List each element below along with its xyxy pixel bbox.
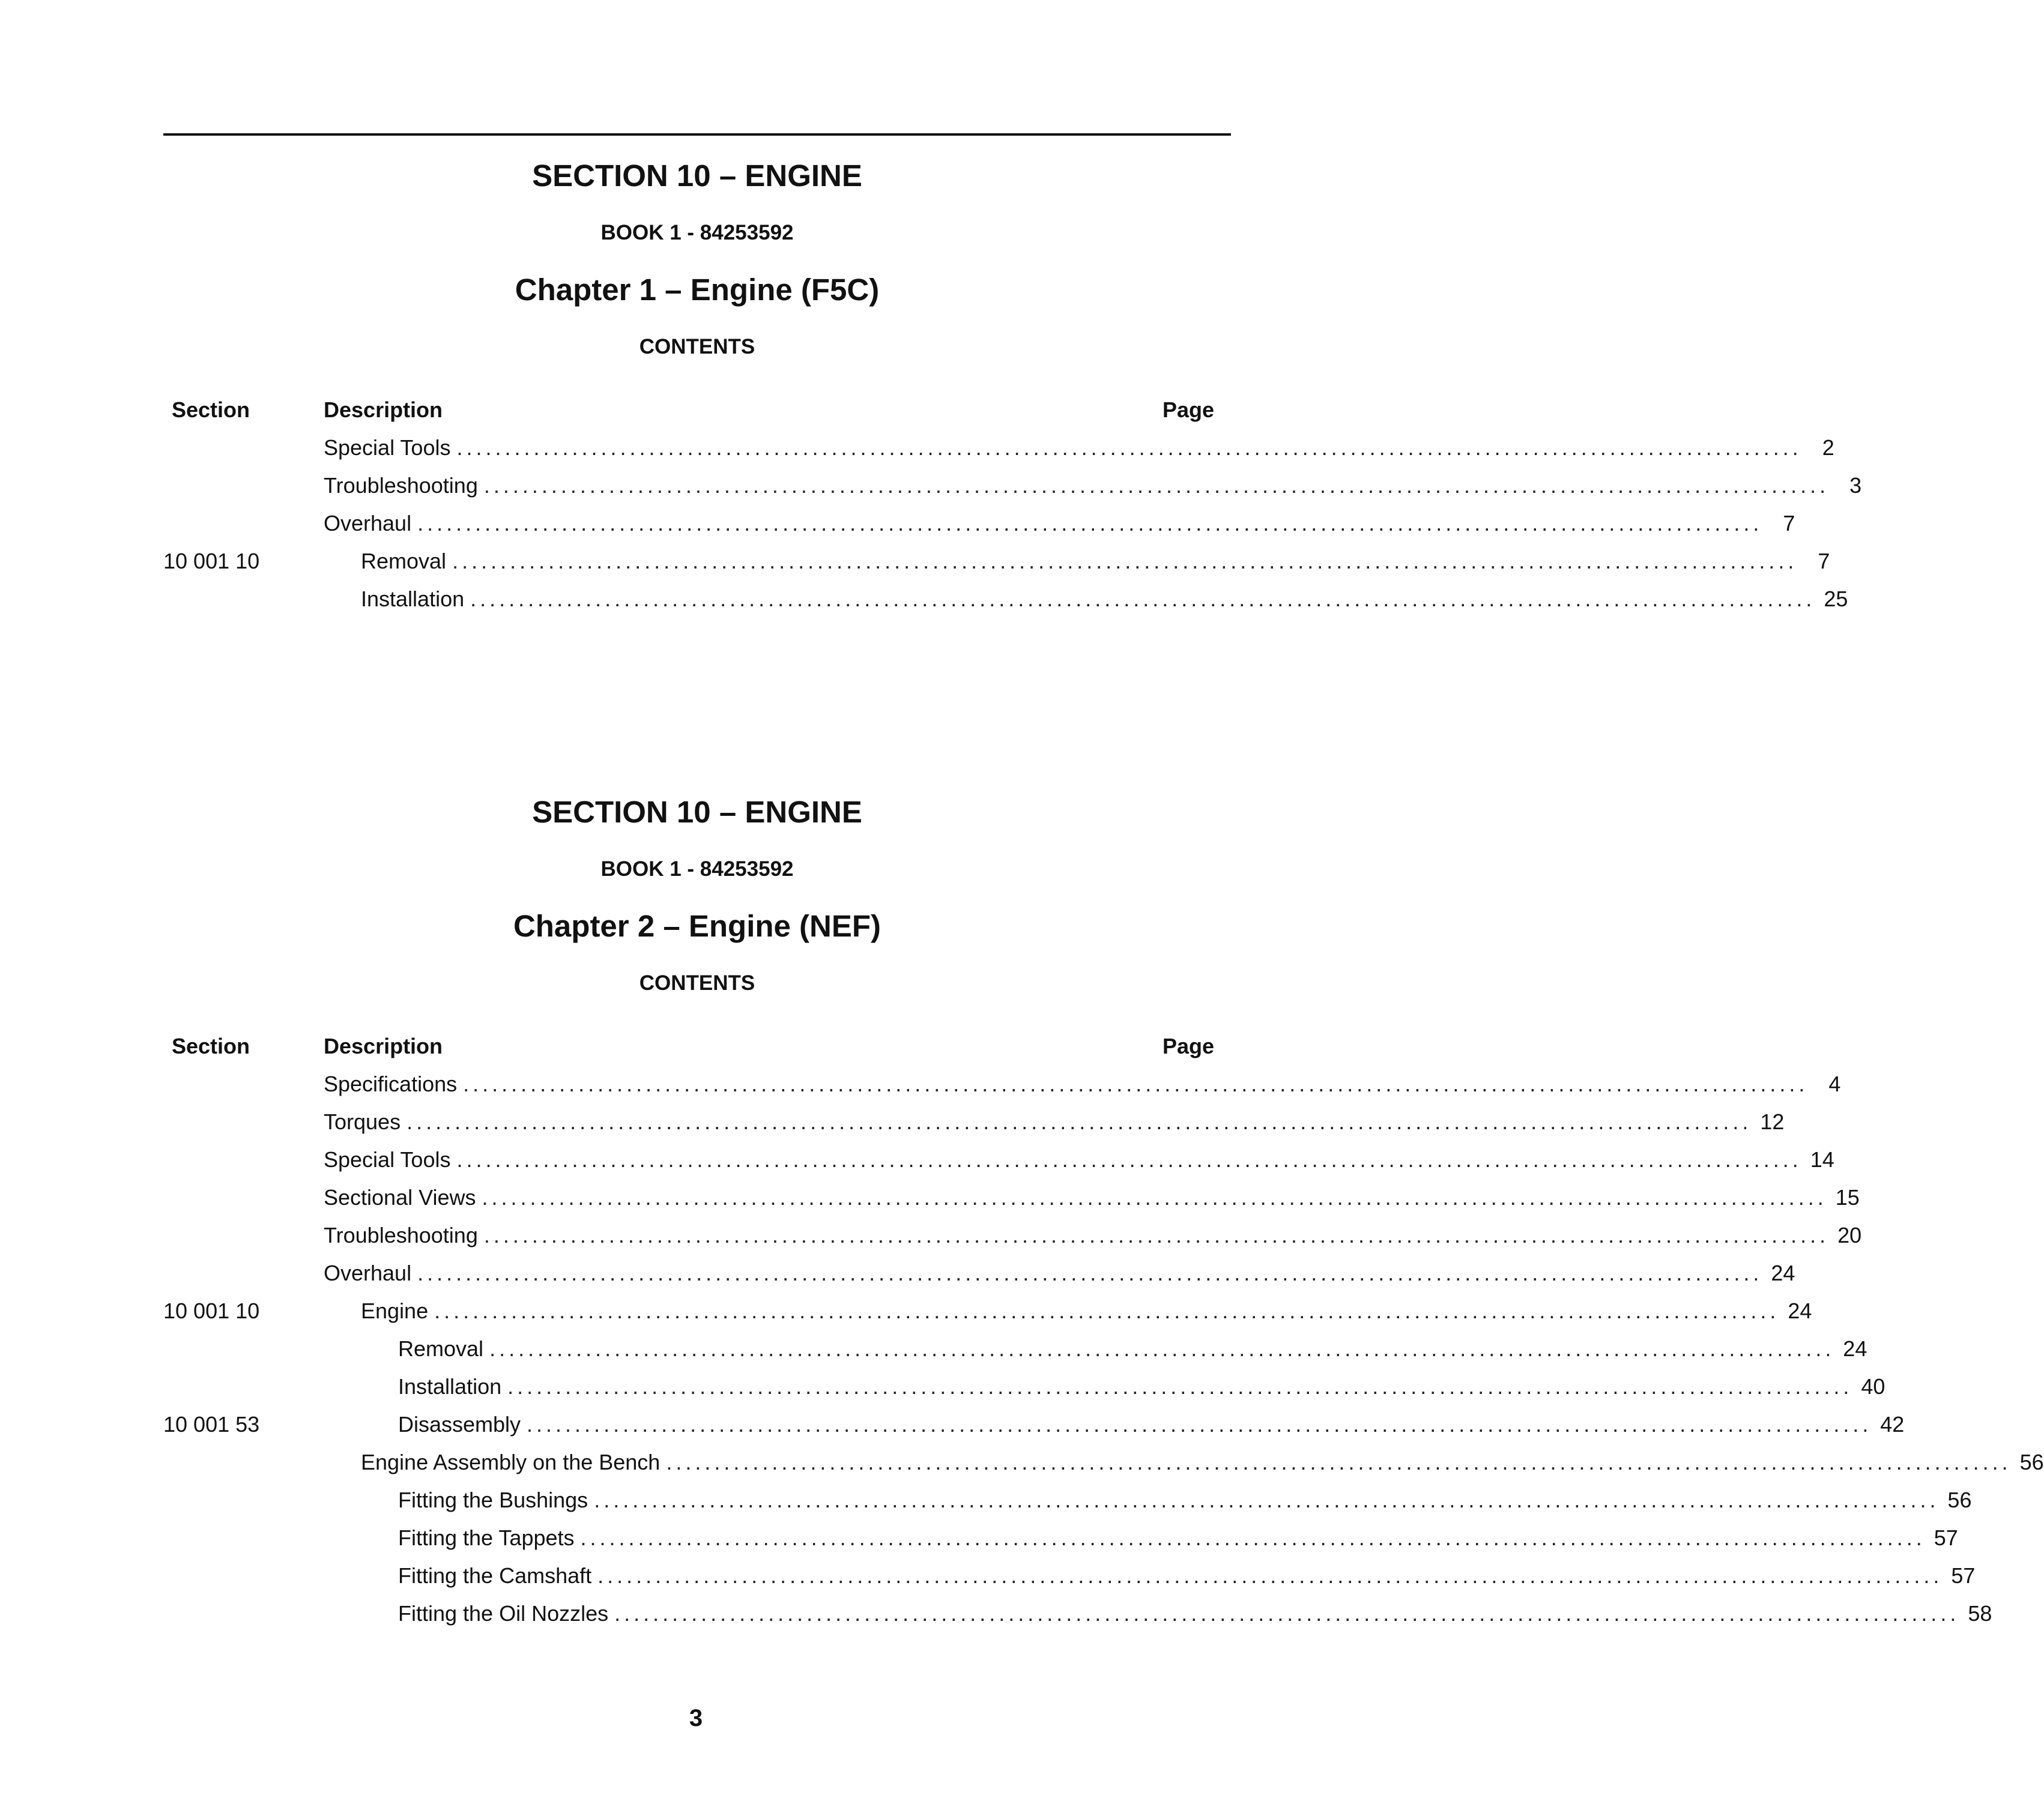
dot-leader: ............................................................................................................................................ xyxy=(456,1147,1802,1172)
dot-leader: ............................................................................................................................................ xyxy=(489,1336,1835,1361)
toc-row xyxy=(163,1178,1860,1216)
toc-row xyxy=(163,504,1795,542)
entry-page-number: 24 xyxy=(1771,1261,1795,1285)
toc-entry xyxy=(398,1405,1905,1443)
toc-row xyxy=(163,1519,1958,1557)
toc-entry xyxy=(398,1481,1972,1519)
dot-leader: ............................................................................................................................................ xyxy=(417,1261,1763,1285)
dot-leader: ............................................................................................................................................ xyxy=(407,1109,1752,1134)
toc-entry xyxy=(324,429,1834,466)
toc-header xyxy=(163,1027,1231,1065)
entry-page-number: 7 xyxy=(1783,511,1795,535)
entry-description: Special Tools xyxy=(324,435,451,460)
section-title: SECTION 10 – ENGINE xyxy=(532,795,862,829)
toc-row xyxy=(163,1216,1862,1254)
chapter-title: Chapter 2 – Engine (NEF) xyxy=(513,909,881,943)
toc-row xyxy=(163,1443,2044,1481)
book-number: BOOK 1 - 84253592 xyxy=(600,857,794,881)
section-title: SECTION 10 – ENGINE xyxy=(532,158,862,193)
chapter-title: Chapter 1 – Engine (F5C) xyxy=(515,273,880,307)
toc-row xyxy=(163,1405,1905,1443)
toc-rows xyxy=(163,1065,2044,1632)
toc-table xyxy=(163,1027,2044,1632)
book-number: BOOK 1 - 84253592 xyxy=(600,221,794,244)
contents-block-chapter-2 xyxy=(163,794,2044,1632)
entry-description: Special Tools xyxy=(324,1147,451,1172)
toc-entry xyxy=(324,1141,1834,1178)
toc-entry xyxy=(398,1330,1867,1368)
header-description: Description xyxy=(324,397,443,422)
section-code: 10 001 10 xyxy=(163,1299,260,1323)
entry-page-number: 15 xyxy=(1835,1185,1860,1210)
toc-row xyxy=(163,542,1830,580)
entry-page-number: 58 xyxy=(1968,1601,1992,1626)
contents-label: CONTENTS xyxy=(639,971,755,995)
toc-entry xyxy=(361,542,1830,580)
entry-description: Troubleshooting xyxy=(324,1223,478,1247)
entry-description: Engine xyxy=(361,1299,429,1323)
toc-row xyxy=(163,1368,1885,1405)
entry-page-number: 57 xyxy=(1934,1525,1958,1550)
header-section: Section xyxy=(172,397,250,422)
toc-entry xyxy=(324,466,1862,504)
dot-leader: ............................................................................................................................................ xyxy=(470,587,1816,611)
entry-description: Fitting the Bushings xyxy=(398,1488,588,1512)
entry-page-number: 24 xyxy=(1788,1299,1812,1323)
dot-leader: ............................................................................................................................................ xyxy=(483,473,1830,498)
toc-entry xyxy=(324,1178,1860,1216)
dot-leader: ............................................................................................................................................ xyxy=(482,1185,1827,1210)
toc-entry xyxy=(398,1519,1958,1557)
entry-page-number: 40 xyxy=(1861,1374,1885,1399)
dot-leader: ............................................................................................................................................ xyxy=(434,1299,1780,1323)
toc-entry xyxy=(361,1292,1812,1330)
dot-leader: ............................................................................................................................................ xyxy=(417,511,1763,535)
entry-page-number: 20 xyxy=(1837,1223,1862,1247)
toc-entry xyxy=(398,1594,1992,1632)
header-page: Page xyxy=(1162,1034,1214,1058)
entry-page-number: 57 xyxy=(1951,1563,1976,1588)
dot-leader: ............................................................................................................................................ xyxy=(463,1072,1809,1096)
dot-leader: ............................................................................................................................................ xyxy=(614,1601,1960,1626)
entry-page-number: 12 xyxy=(1760,1109,1785,1134)
toc-entry xyxy=(398,1368,1885,1405)
toc-entry xyxy=(324,1065,1841,1103)
toc-row xyxy=(163,1254,1795,1292)
entry-page-number: 56 xyxy=(2019,1450,2044,1474)
entry-description: Fitting the Tappets xyxy=(398,1525,575,1550)
toc-entry xyxy=(324,1216,1862,1254)
top-rule xyxy=(163,133,1231,136)
entry-description: Torques xyxy=(324,1109,401,1134)
toc-row xyxy=(163,429,1834,466)
toc-entry xyxy=(324,1254,1795,1292)
entry-description: Installation xyxy=(398,1374,502,1399)
toc-entry xyxy=(324,504,1795,542)
toc-row xyxy=(163,1141,1834,1178)
toc-row xyxy=(163,1481,1972,1519)
entry-description: Specifications xyxy=(324,1072,458,1096)
toc-row xyxy=(163,1065,1841,1103)
entry-description: Overhaul xyxy=(324,511,412,535)
section-code: 10 001 53 xyxy=(163,1412,260,1437)
entry-description: Removal xyxy=(361,549,447,573)
toc-header xyxy=(163,391,1231,429)
toc-entry xyxy=(361,580,1848,618)
toc-row xyxy=(163,466,1862,504)
dot-leader: ............................................................................................................................................ xyxy=(452,549,1798,573)
toc-rows xyxy=(163,429,1862,618)
contents-label: CONTENTS xyxy=(639,335,755,358)
entry-description: Fitting the Camshaft xyxy=(398,1563,592,1588)
entry-page-number: 56 xyxy=(1947,1488,1972,1512)
dot-leader: ............................................................................................................................................ xyxy=(594,1488,1940,1512)
entry-description: Disassembly xyxy=(398,1412,521,1437)
entry-description: Overhaul xyxy=(324,1261,412,1285)
dot-leader: ............................................................................................................................................ xyxy=(580,1525,1926,1550)
contents-block-chapter-1 xyxy=(163,157,1862,618)
toc-row xyxy=(163,580,1848,618)
toc-row xyxy=(163,1330,1867,1368)
entry-description: Engine Assembly on the Bench xyxy=(361,1450,661,1474)
toc-row xyxy=(163,1557,1976,1594)
entry-description: Installation xyxy=(361,587,465,611)
toc-row xyxy=(163,1292,1812,1330)
toc-entry xyxy=(324,1103,1785,1141)
entry-page-number: 3 xyxy=(1849,473,1862,498)
dot-leader: ............................................................................................................................................ xyxy=(597,1563,1943,1588)
dot-leader: ............................................................................................................................................ xyxy=(483,1223,1830,1247)
entry-page-number: 2 xyxy=(1822,435,1834,460)
entry-description: Sectional Views xyxy=(324,1185,476,1210)
header-section: Section xyxy=(172,1034,250,1058)
entry-description: Fitting the Oil Nozzles xyxy=(398,1601,609,1626)
entry-page-number: 25 xyxy=(1824,587,1848,611)
header-page: Page xyxy=(1162,397,1214,422)
entry-page-number: 14 xyxy=(1810,1147,1834,1172)
section-code: 10 001 10 xyxy=(163,549,260,573)
entry-page-number: 4 xyxy=(1828,1072,1841,1096)
dot-leader: ............................................................................................................................................ xyxy=(666,1450,2012,1474)
toc-entry xyxy=(398,1557,1976,1594)
toc-entry xyxy=(361,1443,2044,1481)
entry-page-number: 7 xyxy=(1818,549,1830,573)
toc-table xyxy=(163,391,1862,618)
header-description: Description xyxy=(324,1034,443,1058)
entry-page-number: 42 xyxy=(1880,1412,1905,1437)
toc-row xyxy=(163,1103,1785,1141)
dot-leader: ............................................................................................................................................ xyxy=(456,435,1802,460)
entry-description: Troubleshooting xyxy=(324,473,478,498)
dot-leader: ............................................................................................................................................ xyxy=(527,1412,1872,1437)
entry-description: Removal xyxy=(398,1336,484,1361)
toc-row xyxy=(163,1594,1992,1632)
entry-page-number: 24 xyxy=(1843,1336,1867,1361)
page-number: 3 xyxy=(689,1705,703,1731)
dot-leader: ............................................................................................................................................ xyxy=(507,1374,1853,1399)
